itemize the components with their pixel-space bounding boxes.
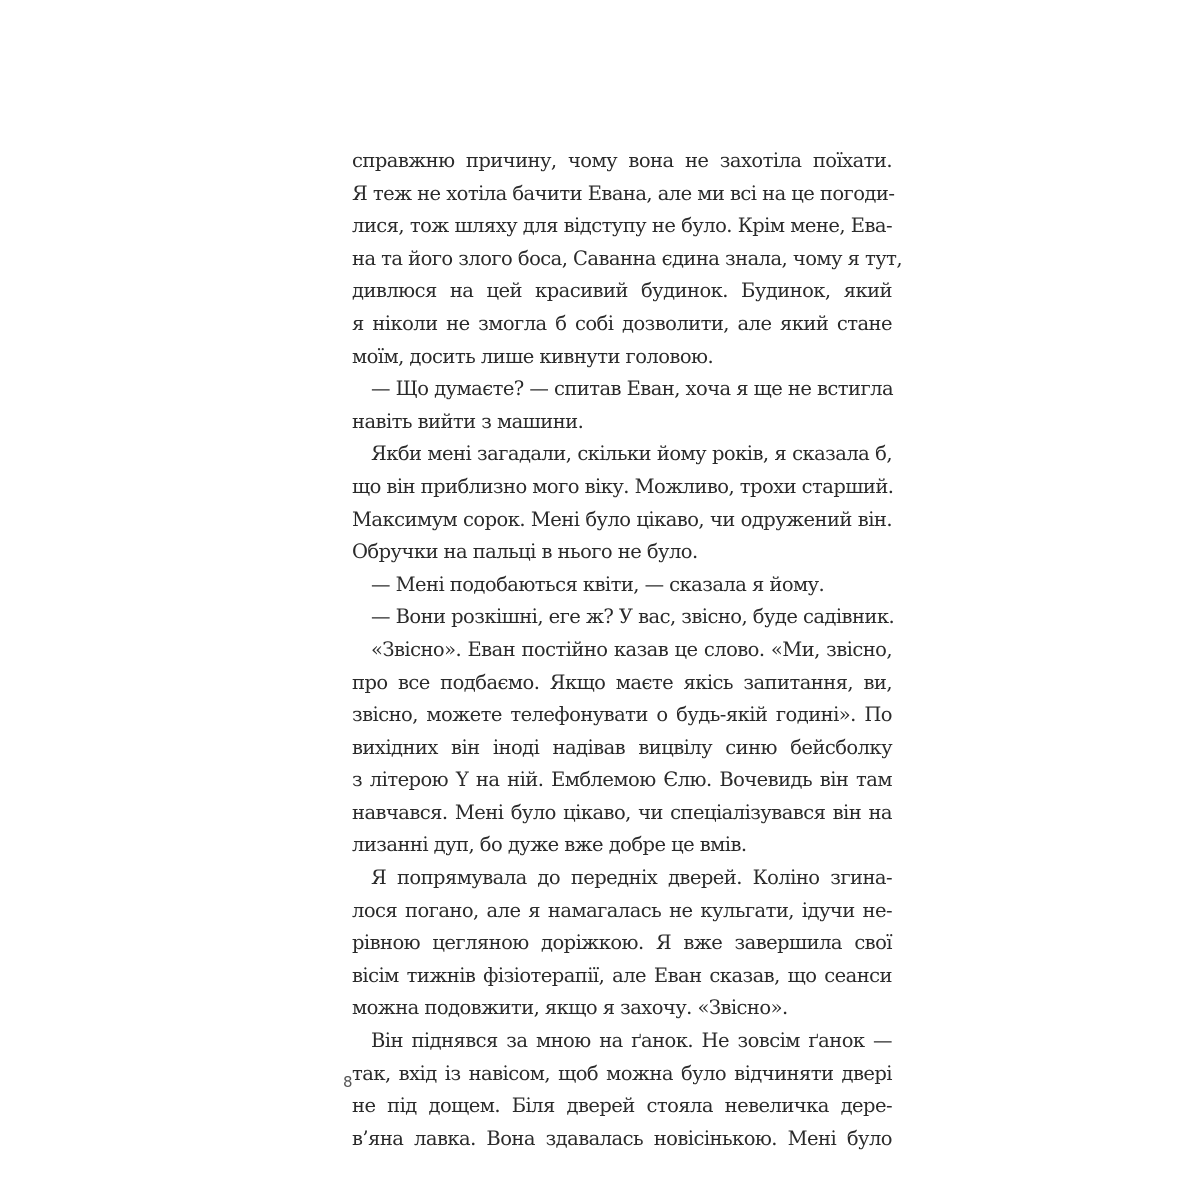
text-line: навчався. Мені було цікаво, чи спеціалізувався він на	[352, 800, 892, 824]
text-line: справжню причину, чому вона не захотіла поїхати.	[352, 149, 892, 172]
text-line: про все подбаємо. Якщо маєте якісь запитання, ви,	[352, 670, 892, 694]
text-line: Обручки на пальці в нього не було.	[352, 540, 698, 564]
text-line: — Вони розкішні, еге ж? У вас, звісно, буде садівник.	[371, 605, 895, 629]
body-text	[352, 145, 903, 1155]
text-line: лося погано, але я намагалась не кульгати, ідучи не-	[352, 898, 892, 922]
text-line: в’яна лавка. Вона здавалась новісінькою. Мені було	[352, 1126, 892, 1150]
text-line: можна подовжити, якщо я захочу. «Звісно».	[352, 996, 788, 1020]
text-line: лизанні дуп, бо дуже вже добре це вмів.	[352, 833, 747, 857]
text-line: Він піднявся за мною на ґанок. Не зовсім ґанок —	[371, 1029, 892, 1053]
page-number: 8	[343, 1073, 353, 1091]
text-line: не під дощем. Біля дверей стояла невеличка дере-	[352, 1094, 892, 1118]
text-line: Я теж не хотіла бачити Евана, але ми всі на це погоди-	[352, 181, 895, 205]
text-line: — Що думаєте? — спитав Еван, хоча я ще не встигла	[371, 377, 894, 401]
text-line: на та його злого боса, Саванна єдина знала, чому я тут,	[352, 246, 903, 270]
text-line: навіть вийти з машини.	[352, 409, 584, 433]
text-line: лися, тож шляху для відступу не було. Крім мене, Ева-	[352, 214, 892, 238]
text-line: дивлюся на цей красивий будинок. Будинок, який	[352, 279, 892, 303]
text-line: звісно, можете телефонувати о будь-якій годині». По	[352, 703, 892, 727]
text-line: — Мені подобаються квіти, — сказала я йому.	[371, 572, 825, 596]
text-line: рівною цегляною доріжкою. Я вже завершила свої	[352, 931, 892, 955]
text-line: «Звісно». Еван постійно казав це слово. «Ми, звісно,	[371, 637, 892, 661]
text-line: я ніколи не змогла б собі дозволити, але який стане	[352, 311, 892, 335]
text-line: моїм, досить лише кивнути головою.	[352, 344, 714, 368]
text-line: вісім тижнів фізіотерапії, але Еван сказав, що сеанси	[352, 963, 892, 987]
text-line: Максимум сорок. Мені було цікаво, чи одружений він.	[352, 507, 892, 531]
text-line: Я попрямувала до передніх дверей. Коліно згина-	[371, 866, 892, 890]
text-line: з літерою Y на ній. Емблемою Єлю. Вочевидь він там	[352, 768, 892, 792]
text-line: так, вхід із навісом, щоб можна було відчиняти двері	[352, 1061, 892, 1085]
text-line: Якби мені загадали, скільки йому років, я сказала б,	[371, 442, 892, 466]
text-line: вихідних він іноді надівав вицвілу синю бейсболку	[352, 735, 892, 759]
text-line: що він приблизно мого віку. Можливо, трохи старший.	[352, 474, 894, 498]
